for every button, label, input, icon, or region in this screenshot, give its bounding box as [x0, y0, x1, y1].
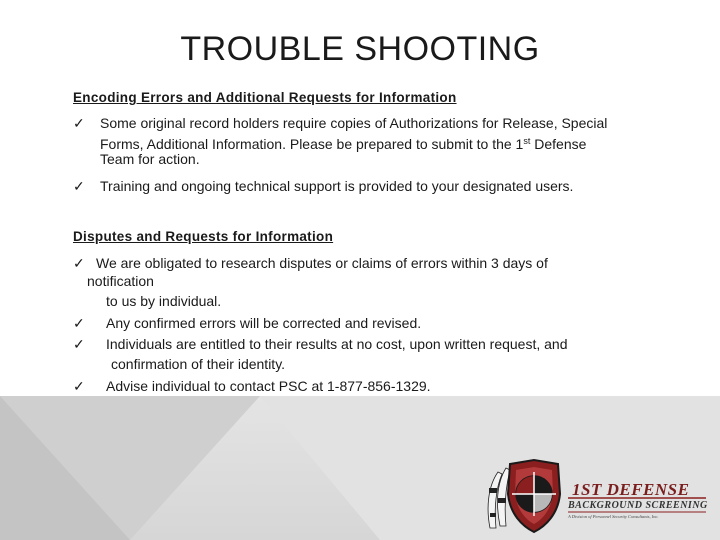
logo-tagline: A Division of Personnel Security Consultants, Inc. — [568, 514, 659, 519]
ordinal-suffix: st — [523, 136, 531, 146]
check-icon: ✓ — [73, 378, 85, 394]
section-heading-disputes: Disputes and Requests for Information — [73, 229, 334, 244]
company-logo — [484, 458, 710, 534]
bullet-text: We are obligated to research disputes or claims of errors within 3 days of — [96, 255, 548, 271]
bullet-text: notification — [87, 273, 154, 289]
bullet-text: Team for action. — [100, 151, 200, 167]
logo-name: 1ST DEFENSE — [572, 480, 690, 499]
check-icon: ✓ — [73, 315, 85, 331]
bullet-text: to us by individual. — [106, 293, 222, 309]
check-icon: ✓ — [73, 115, 85, 131]
bullet-text: Individuals are entitled to their results at no cost, upon written request, and — [106, 336, 568, 352]
bullet-text: Forms, Additional Information. Please be prepared to submit to the 1st Defense — [100, 136, 587, 152]
section-heading-encoding-errors: Encoding Errors and Additional Requests for Information — [73, 90, 457, 105]
check-icon: ✓ — [73, 336, 85, 352]
check-icon: ✓ — [73, 255, 85, 271]
bullet-text: Training and ongoing technical support is provided to your designated users. — [100, 178, 574, 194]
bullet-text: Some original record holders require copies of Authorizations for Release, Special — [100, 115, 608, 131]
bullet-text: Any confirmed errors will be corrected and revised. — [106, 315, 422, 331]
bullet-text: confirmation of their identity. — [111, 356, 286, 372]
slide-title: TROUBLE SHOOTING — [180, 30, 540, 68]
bullet-text: Advise individual to contact PSC at 1-877-856-1329. — [106, 378, 431, 394]
logo-subtitle: BACKGROUND SCREENING — [568, 500, 708, 511]
check-icon: ✓ — [73, 178, 85, 194]
